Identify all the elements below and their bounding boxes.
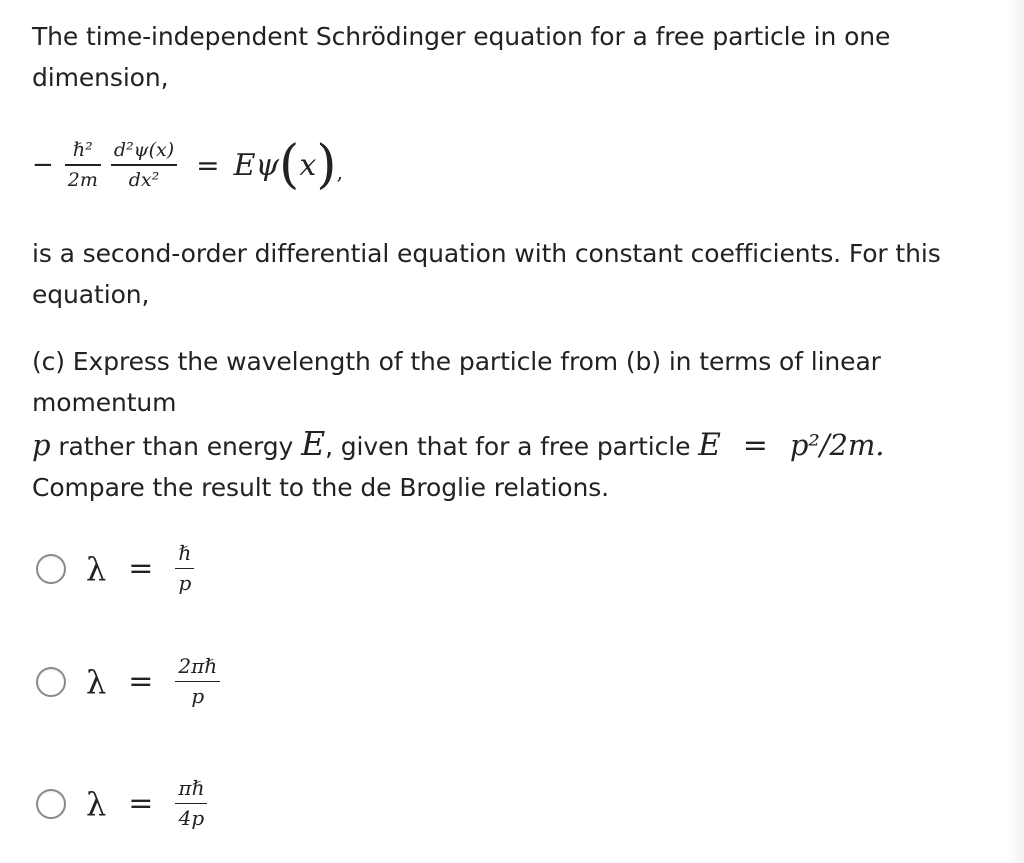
option-equals: = xyxy=(128,551,154,587)
lambda-symbol: λ xyxy=(86,784,107,823)
option-fraction xyxy=(175,654,220,709)
option-numerator: πℏ xyxy=(178,776,205,800)
relation-equals: = xyxy=(742,428,768,463)
question-description: is a second-order differential equation with constant coefficients. For this equation, xyxy=(32,239,941,309)
page-edge-shadow xyxy=(1008,0,1024,863)
option-equals: = xyxy=(128,786,154,822)
option-denominator: p xyxy=(178,571,192,596)
equation-rhs-x: x xyxy=(299,147,317,183)
equation-minus: − xyxy=(32,150,54,180)
option-denominator: p xyxy=(191,684,205,709)
answer-option-3[interactable] xyxy=(36,776,207,831)
question-intro: The time-independent Schrödinger equation for a free particle in one dimension, xyxy=(32,22,891,92)
option-denominator: 4p xyxy=(178,806,205,831)
hbar-over-2m-fraction xyxy=(65,138,101,191)
question-part-c xyxy=(32,341,1017,508)
energy-symbol-2: E xyxy=(698,427,721,463)
answer-option-2[interactable] xyxy=(36,654,220,709)
option-formula xyxy=(86,541,194,596)
part-c-line2a: rather than energy xyxy=(50,432,302,461)
radio-button[interactable] xyxy=(36,667,66,697)
radio-button[interactable] xyxy=(36,789,66,819)
option-numerator: ℏ xyxy=(178,541,192,565)
option-fraction xyxy=(175,541,194,596)
option-formula xyxy=(86,654,220,709)
equation-close-paren: ) xyxy=(316,135,337,195)
fraction-numerator: ℏ² xyxy=(72,139,93,162)
fraction-numerator: d²ψ(x) xyxy=(113,139,175,162)
part-c-line2b: , given that for a free particle xyxy=(325,432,699,461)
free-particle-relation: p²/2m. xyxy=(789,428,885,462)
second-derivative-fraction xyxy=(111,138,177,191)
radio-button[interactable] xyxy=(36,554,66,584)
fraction-denominator: 2m xyxy=(67,168,98,191)
option-numerator: 2πℏ xyxy=(178,654,218,678)
answer-option-1[interactable] xyxy=(36,541,194,596)
equation-open-paren: ( xyxy=(279,135,300,195)
equation-comma: , xyxy=(336,160,343,184)
equation-rhs-energy-psi: Eψ xyxy=(233,147,280,183)
energy-symbol: E xyxy=(301,424,326,463)
fraction-bar xyxy=(175,568,194,569)
lambda-symbol: λ xyxy=(86,549,107,588)
part-c-line1: (c) Express the wavelength of the particle from (b) in terms of linear momentum xyxy=(32,347,881,417)
fraction-denominator: dx² xyxy=(128,168,160,191)
option-equals: = xyxy=(128,664,154,700)
lambda-symbol: λ xyxy=(86,662,107,701)
fraction-bar xyxy=(175,681,220,682)
part-c-line3: Compare the result to the de Broglie relations. xyxy=(32,473,610,502)
equation-equals: = xyxy=(196,148,220,182)
option-fraction xyxy=(175,776,207,831)
fraction-bar xyxy=(65,164,101,165)
option-formula xyxy=(86,776,207,831)
fraction-bar xyxy=(175,803,207,804)
p-symbol: p xyxy=(32,428,51,462)
schrodinger-equation xyxy=(32,120,343,210)
fraction-bar xyxy=(111,164,177,165)
